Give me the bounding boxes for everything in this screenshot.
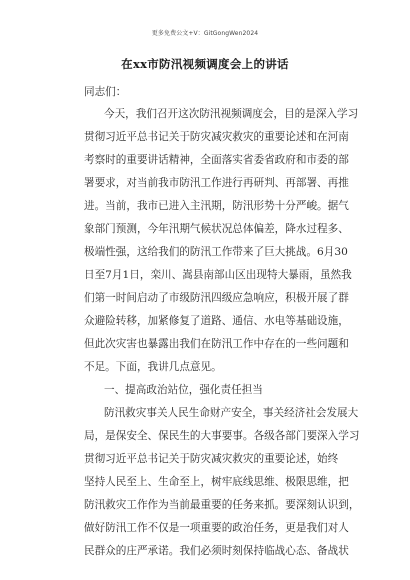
- paragraph-line: 日至7月1日，栾川、嵩县南部山区出现特大暴雨，虽然我: [84, 269, 352, 281]
- paragraph-line: 防汛救灾工作作为当前最重要的任务来抓。要深刻认识到，: [84, 499, 360, 511]
- paragraph-line: 极端性强，这给我们的防汛工作带来了巨大挑战。6月30: [84, 246, 348, 258]
- salutation: 同志们：: [84, 86, 127, 98]
- paragraph-line: 局，是保安全、保民生的大事要事。各级各部门要深入学习: [84, 430, 360, 442]
- paragraph-line: 众避险转移，加紧修复了道路、通信、水电等基础设施，: [84, 315, 349, 327]
- document-title: 在xx市防汛视频调度会上的讲话: [121, 57, 289, 71]
- paragraph-line: 贯彻习近平总书记关于防灾减灾救灾的重要论述，始终: [84, 453, 339, 465]
- paragraph-line: 们第一时间启动了市级防汛四级应急响应，积极开展了群: [84, 292, 349, 304]
- section-heading: 一、提高政治站位，强化责任担当: [104, 384, 263, 396]
- paragraph-line: 贯彻习近平总书记关于防灾减灾救灾的重要论述和在河南: [84, 131, 349, 143]
- paragraph-line: 做好防汛工作不仅是一项重要的政治任务，更是我们对人: [84, 522, 349, 534]
- paragraph-line: 考察时的重要讲话精神，全面落实省委省政府和市委的部: [84, 154, 349, 166]
- paragraph-line: 进。当前，我市已进入主汛期，防汛形势十分严峻。据气: [84, 200, 349, 212]
- watermark-text: 更多免费公文+V：GitGongWen2024: [151, 30, 259, 37]
- paragraph-line: 象部门预测，今年汛期气候状况总体偏差，降水过程多、: [84, 223, 349, 235]
- paragraph-line: 防汛救灾事关人民生命财产安全，事关经济社会发展大: [104, 407, 359, 419]
- paragraph-line: 署要求，对当前我市防汛工作进行再研判、再部署、再推: [84, 177, 349, 189]
- paragraph-line: 今天，我们召开这次防汛视频调度会，目的是深入学习: [104, 108, 359, 120]
- paragraph-line: 坚持人民至上、生命至上，树牢底线思维、极限思维，把: [84, 476, 349, 488]
- paragraph-line: 不足。下面，我讲几点意见。: [84, 361, 222, 373]
- paragraph-line: 但此次灾害也暴露出我们在防汛工作中存在的一些问题和: [84, 338, 349, 350]
- paragraph-line: 民群众的庄严承诺。我们必须时刻保持临战心态、备战状: [84, 545, 349, 557]
